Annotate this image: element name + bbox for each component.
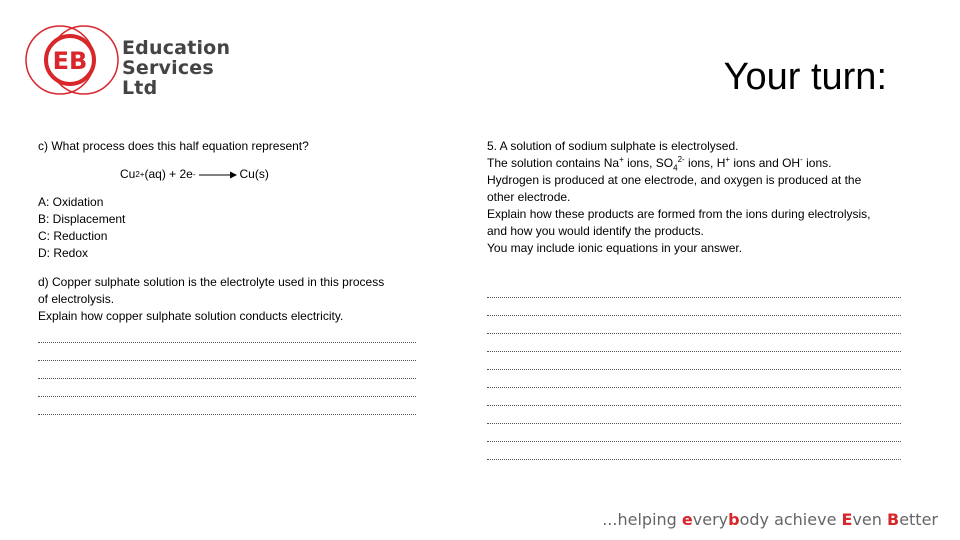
question-5-line-4: other electrode. <box>487 190 571 204</box>
answer-line[interactable] <box>487 281 901 298</box>
question-d-line-3: Explain how copper sulphate solution conducts electricity. <box>38 309 344 323</box>
subscript: 4 <box>673 163 678 173</box>
answer-line[interactable] <box>487 317 901 334</box>
answer-line[interactable] <box>38 380 416 397</box>
option-c: C: Reduction <box>38 229 108 243</box>
answer-line[interactable] <box>38 398 416 415</box>
left-column <box>38 138 430 415</box>
page-title: Your turn: <box>723 56 887 98</box>
answer-line[interactable] <box>38 362 416 379</box>
text-part: ions and OH <box>730 156 801 170</box>
logo-mark: EB <box>52 47 88 75</box>
eq-product: Cu(s) <box>239 167 269 181</box>
eq-state: (aq) + 2e <box>144 167 193 181</box>
tagline-part: etter <box>899 510 938 529</box>
logo-line-1: Education <box>122 37 231 59</box>
reaction-arrow-icon <box>199 170 237 180</box>
answer-lines-d <box>38 326 430 415</box>
logo-line-2: Services Ltd <box>122 57 214 99</box>
superscript: + <box>619 155 624 164</box>
question-5-line-2 <box>487 155 912 172</box>
company-logo <box>22 18 252 98</box>
answer-line[interactable] <box>487 371 901 388</box>
question-5-line-3: Hydrogen is produced at one electrode, and oxygen is produced at the <box>487 173 862 187</box>
answer-line[interactable] <box>487 389 901 406</box>
answer-line[interactable] <box>487 425 901 442</box>
answer-line[interactable] <box>487 407 901 424</box>
tagline-highlight: e <box>681 510 693 529</box>
question-5-line-5: Explain how these products are formed from the ions during electrolysis, <box>487 207 871 221</box>
text-part: ions, H <box>684 156 726 170</box>
eq-cu: Cu <box>120 167 136 181</box>
text-part: ions, SO <box>623 156 674 170</box>
tagline-part: very <box>692 510 729 529</box>
tagline-highlight: E <box>841 510 853 529</box>
option-b: B: Displacement <box>38 212 126 226</box>
option-d: D: Redox <box>38 246 89 260</box>
question-c: c) What process does this half equation represent? <box>38 139 309 153</box>
answer-line[interactable] <box>487 335 901 352</box>
answer-line[interactable] <box>487 299 901 316</box>
tagline <box>602 510 938 529</box>
question-d-line-1: d) Copper sulphate solution is the electrolyte used in this process <box>38 275 385 289</box>
text-part: The solution contains Na <box>487 156 620 170</box>
eb-logo-icon <box>22 18 122 98</box>
answer-line[interactable] <box>38 344 416 361</box>
tagline-highlight: B <box>886 510 900 529</box>
right-column <box>487 138 912 460</box>
answer-line[interactable] <box>38 326 416 343</box>
half-equation: Cu 2+ (aq) + 2e - Cu(s) <box>120 167 269 181</box>
logo-text <box>122 38 252 98</box>
question-d-line-2: of electrolysis. <box>38 292 115 306</box>
tagline-highlight: b <box>728 510 740 529</box>
answer-lines-5 <box>487 281 912 460</box>
superscript: 2- <box>677 155 685 164</box>
tagline-part: ven <box>852 510 887 529</box>
options-list <box>38 194 430 262</box>
tagline-part: ody achieve <box>739 510 842 529</box>
question-5-line-7: You may include ionic equations in your answer. <box>487 241 743 255</box>
superscript: + <box>725 155 731 164</box>
option-a: A: Oxidation <box>38 195 104 209</box>
tagline-part: ...helping <box>602 510 682 529</box>
answer-line[interactable] <box>487 353 901 370</box>
superscript: - <box>800 155 803 164</box>
question-5-line-6: and how you would identify the products. <box>487 224 704 238</box>
question-5-line-1: 5. A solution of sodium sulphate is electrolysed. <box>487 139 739 153</box>
text-part: ions. <box>802 156 832 170</box>
answer-line[interactable] <box>487 443 901 460</box>
